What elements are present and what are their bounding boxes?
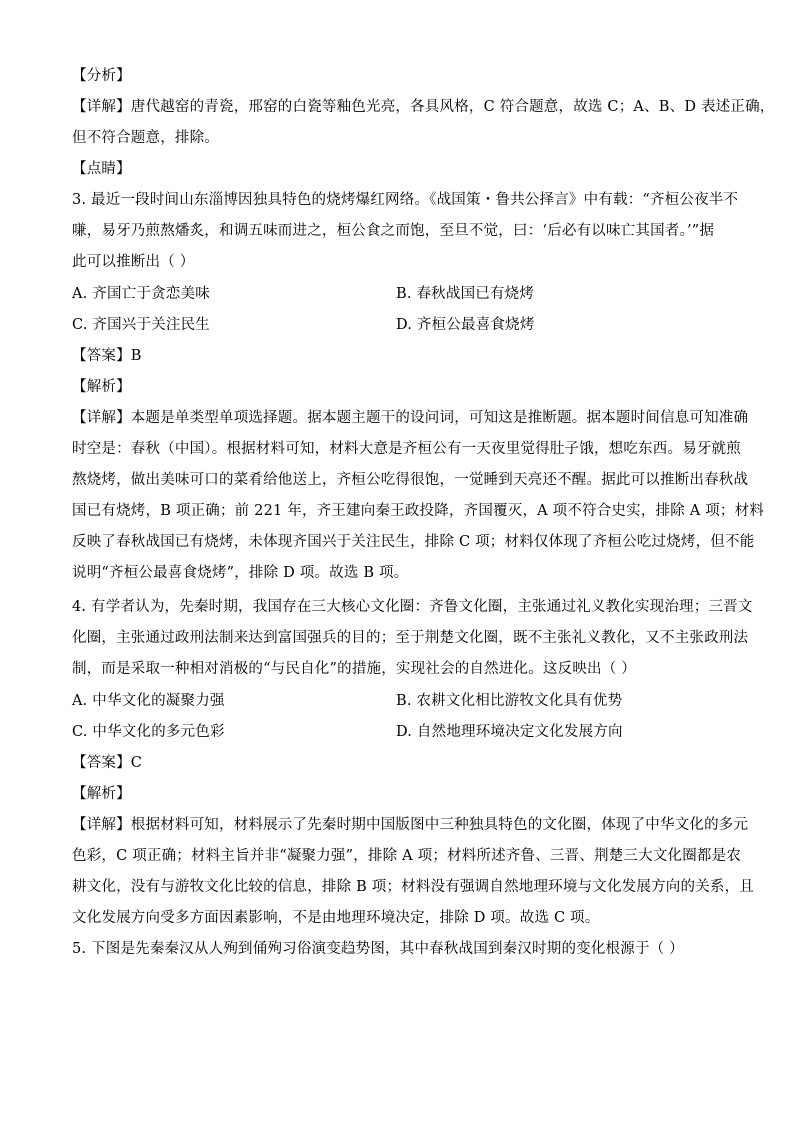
q3-option-d: D. 齐桓公最喜食烧烤: [396, 317, 535, 333]
analysis-heading: 【分析】: [72, 68, 131, 84]
q4-stem-line-2: 化圈，主张通过政刑法制来达到富国强兵的目的；至于荆楚文化圈，既不主张礼义教化，又不主张政刑法: [72, 630, 749, 646]
q3-detail-line-1: 【详解】本题是单类型单项选择题。据本题主题干的设问词，可知这是推断题。据本题时间信息可知准确: [72, 410, 749, 426]
q4-answer: 【答案】C: [72, 755, 143, 771]
q4-stem-line-3: 制，而是采取一种相对消极的“与民自化”的措施，实现社会的自然进化。这反映出（ ）: [72, 661, 636, 677]
q4-detail-line-4: 文化发展方向受多方面因素影响，不是由地理环境决定，排除 D 项。故选 C 项。: [72, 910, 600, 926]
q4-option-c: C. 中华文化的多元色彩: [72, 724, 225, 740]
prev-detail-line-2: 但不符合题意，排除。: [72, 130, 219, 146]
q3-detail-line-2: 时空是：春秋（中国）。根据材料可知，材料大意是齐桓公有一天夜里觉得肚子饿，想吃东西。易牙就煎: [72, 441, 741, 457]
q3-detail-line-4: 国已有烧烤，B 项正确；前 221 年，齐王建向秦王政投降，齐国覆灭，A 项不符合史实，排除 A 项；材料: [72, 503, 765, 519]
q4-detail-line-3: 耕文化，没有与游牧文化比较的信息，排除 B 项；材料没有强调自然地理环境与文化发展方向的关系，且: [72, 879, 754, 895]
q4-option-b: B. 农耕文化相比游牧文化具有优势: [396, 693, 623, 709]
q3-explanation-heading: 【解析】: [72, 379, 131, 395]
q5-stem-line-1: 5. 下图是先秦秦汉从人殉到俑殉习俗演变趋势图，其中春秋战国到秦汉时期的变化根源于（ ）: [72, 941, 684, 957]
q4-option-d: D. 自然地理环境决定文化发展方向: [396, 724, 623, 740]
q3-stem-line-2: 嗛，易牙乃煎熬燔炙，和调五味而进之，桓公食之而饱，至旦不觉，曰：‘后必有以味亡其国者。’”据: [72, 223, 715, 239]
q3-detail-line-5: 反映了春秋战国已有烧烤，未体现齐国兴于关注民生，排除 C 项；材料仅体现了齐桓公吃过烧烤，但不能: [72, 534, 755, 550]
q3-stem-line-3: 此可以推断出（ ）: [72, 254, 195, 270]
q4-detail-line-2: 色彩，C 项正确；材料主旨并非“凝聚力强”，排除 A 项；材料所述齐鲁、三晋、荆楚三大文化圈都是农: [72, 848, 742, 864]
q3-detail-line-6: 说明“齐桓公最喜食烧烤”，排除 D 项。故选 B 项。: [72, 565, 409, 581]
q3-option-b: B. 春秋战国已有烧烤: [396, 286, 535, 302]
q3-stem-line-1: 3. 最近一段时间山东淄博因独具特色的烧烤爆红网络。《战国策・鲁共公择言》中有载：“齐桓公夜半不: [72, 192, 739, 208]
q4-detail-line-1: 【详解】根据材料可知，材料展示了先秦时期中国版图中三种独具特色的文化圈，体现了中华文化的多元: [72, 817, 749, 833]
q4-option-a: A. 中华文化的凝聚力强: [72, 693, 225, 709]
q3-detail-line-3: 熬烧烤，做出美味可口的菜肴给他送上，齐桓公吃得很饱，一觉睡到天亮还不醒。据此可以推断出春秋战: [72, 472, 749, 488]
q3-option-c: C. 齐国兴于关注民生: [72, 317, 210, 333]
q4-stem-line-1: 4. 有学者认为，先秦时期，我国存在三大核心文化圈：齐鲁文化圈，主张通过礼义教化实现治理；三晋文: [72, 599, 753, 615]
q4-explanation-heading: 【解析】: [72, 786, 131, 802]
prev-detail-line-1: 【详解】唐代越窑的青瓷，邢窑的白瓷等釉色光亮，各具风格，C 符合题意，故选 C；A、B、D 表述正确，: [72, 99, 775, 115]
q3-answer: 【答案】B: [72, 348, 142, 364]
remark-heading: 【点睛】: [72, 161, 131, 177]
q3-option-a: A. 齐国亡于贪恋美味: [72, 286, 210, 302]
